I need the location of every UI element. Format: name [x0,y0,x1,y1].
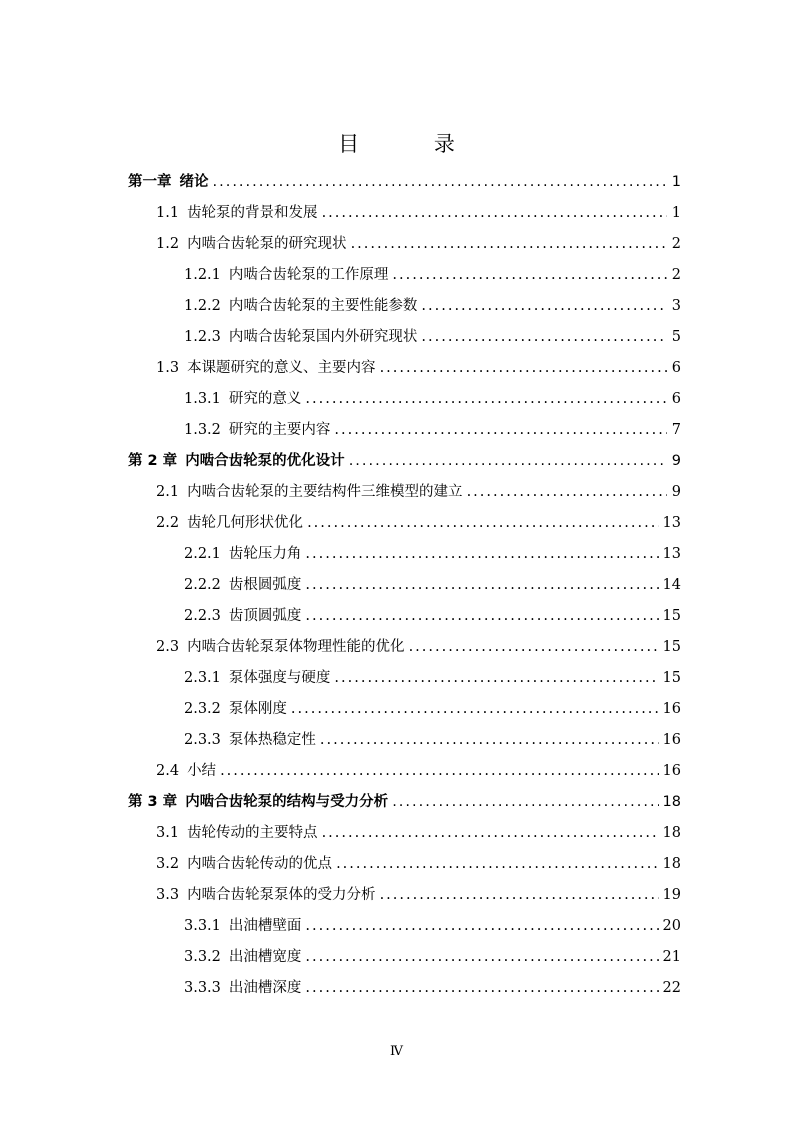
toc-entry-page: 18 [662,825,681,841]
toc-entry-page: 15 [662,608,681,624]
toc-entry-page: 14 [662,577,681,593]
toc-entry-text: 齿轮几何形状优化 [187,515,304,531]
toc-leader-dots [336,856,658,872]
toc-entry-page: 1 [671,205,681,221]
toc-entry[interactable] [128,790,681,821]
toc-entry-page: 6 [671,391,681,407]
toc-leader-dots [380,887,659,903]
toc-entry-number: 2.2 [156,515,180,531]
toc-leader-dots [291,701,659,717]
toc-entry-text: 泵体刚度 [228,701,287,717]
toc-entry-text: 齿根圆弧度 [228,577,302,593]
toc-entry-number: 2.2.2 [184,577,221,593]
toc-entry-number: 1.2.2 [184,298,221,314]
toc-entry-text: 本课题研究的意义、主要内容 [187,360,376,376]
toc-entry-page: 13 [662,546,681,562]
toc-leader-dots [392,267,667,283]
toc-leader-dots [320,732,659,748]
toc-entry-text: 齿轮压力角 [228,546,302,562]
toc-entry-number: 2.3.2 [184,701,221,717]
toc-entry[interactable] [128,480,681,511]
toc-entry[interactable] [128,263,681,294]
toc-entry-page: 6 [671,360,681,376]
toc-entry-text: 内啮合齿轮泵泵体的受力分析 [187,887,376,903]
toc-entry-text: 内啮合齿轮泵的主要结构件三维模型的建立 [187,484,463,500]
toc-entry[interactable] [128,418,681,449]
toc-entry-number: 2.3 [156,639,180,655]
toc-entry-text: 内啮合齿轮泵的研究现状 [187,236,347,252]
toc-entry-number: 1.2.1 [184,267,221,283]
toc-entry-page: 22 [662,980,681,996]
toc-leader-dots [349,453,667,469]
toc-entry[interactable] [128,325,681,356]
toc-entry[interactable] [128,449,681,480]
toc-entry-text: 内啮合齿轮泵国内外研究现状 [228,329,418,345]
toc-entry-number: 3.3.1 [184,918,221,934]
toc-entry[interactable] [128,821,681,852]
toc-leader-dots [213,174,668,190]
toc-leader-dots [220,763,658,779]
toc-entry-page: 1 [671,174,681,190]
toc-entry[interactable] [128,666,681,697]
toc-entry[interactable] [128,573,681,604]
toc-leader-dots [305,949,658,965]
toc-leader-dots [307,515,658,531]
toc-leader-dots [305,980,658,996]
toc-leader-dots [409,639,659,655]
toc-entry-text: 出油槽壁面 [228,918,302,934]
toc-entry-page: 2 [671,267,681,283]
toc-entry-number: 第 2 章 [128,453,178,469]
toc-entry[interactable] [128,201,681,232]
toc-entry-text: 出油槽宽度 [228,949,302,965]
toc-entry-page: 20 [662,918,681,934]
toc-entry-number: 3.2 [156,856,180,872]
toc-entry[interactable] [128,945,681,976]
toc-leader-dots [322,825,659,841]
toc-entry-text: 内啮合齿轮泵的优化设计 [185,453,345,469]
toc-entry[interactable] [128,294,681,325]
toc-entry-number: 2.4 [156,763,180,779]
toc-entry[interactable] [128,232,681,263]
toc-entry-page: 9 [671,453,681,469]
toc-entry-text: 齿顶圆弧度 [228,608,302,624]
toc-entry[interactable] [128,759,681,790]
toc-leader-dots [305,918,658,934]
toc-entry-text: 泵体强度与硬度 [228,670,331,686]
toc-entry-page: 2 [671,236,681,252]
toc-entry[interactable] [128,697,681,728]
toc-leader-dots [322,205,667,221]
toc-entry-number: 2.1 [156,484,180,500]
toc-entry-page: 9 [671,484,681,500]
toc-entry-text: 内啮合齿轮泵的结构与受力分析 [185,794,389,810]
toc-entry[interactable] [128,976,681,1007]
toc-leader-dots [305,577,658,593]
toc-entry-page: 21 [662,949,681,965]
toc-leader-dots [305,608,658,624]
toc-leader-dots [380,360,667,376]
toc-entry-text: 内啮合齿轮泵的主要性能参数 [228,298,418,314]
toc-entry-text: 齿轮泵的背景和发展 [187,205,318,221]
toc-entry-number: 3.3.3 [184,980,221,996]
toc-leader-dots [334,670,658,686]
toc-entry-page: 15 [662,639,681,655]
toc-entry[interactable] [128,852,681,883]
toc-entry-page: 5 [671,329,681,345]
toc-entry-page: 18 [662,856,681,872]
toc-entry-text: 绪论 [179,174,209,190]
toc-entry-text: 泵体热稳定性 [228,732,316,748]
toc-leader-dots [305,546,658,562]
toc-entry[interactable] [128,883,681,914]
toc-entry-text: 内啮合齿轮泵的工作原理 [228,267,389,283]
toc-entry[interactable] [128,635,681,666]
toc-entry-page: 3 [671,298,681,314]
table-of-contents [128,170,681,1007]
toc-entry[interactable] [128,914,681,945]
toc-entry[interactable] [128,170,681,201]
toc-entry-page: 15 [662,670,681,686]
toc-entry[interactable] [128,387,681,418]
toc-entry-page: 13 [662,515,681,531]
toc-entry-number: 1.3.2 [184,422,221,438]
toc-entry-number: 1.3.1 [184,391,221,407]
toc-leader-dots [467,484,667,500]
toc-leader-dots [351,236,667,252]
toc-entry-number: 1.3 [156,360,180,376]
toc-entry-page: 16 [662,732,681,748]
toc-entry[interactable] [128,604,681,635]
toc-leader-dots [421,298,667,314]
toc-leader-dots [334,422,667,438]
toc-entry-text: 内啮合齿轮泵泵体物理性能的优化 [187,639,405,655]
toc-entry-text: 齿轮传动的主要特点 [187,825,318,841]
toc-entry-number: 3.1 [156,825,180,841]
toc-entry-number: 1.2.3 [184,329,221,345]
toc-entry[interactable] [128,728,681,759]
toc-entry-page: 18 [662,794,681,810]
toc-entry[interactable] [128,511,681,542]
toc-entry-number: 3.3 [156,887,180,903]
toc-entry-page: 16 [662,763,681,779]
toc-entry-number: 第一章 [128,174,172,190]
toc-leader-dots [305,391,667,407]
toc-title: 目 录 [338,132,489,156]
toc-entry-page: 16 [662,701,681,717]
toc-entry-number: 第 3 章 [128,794,178,810]
toc-entry-text: 研究的主要内容 [228,422,331,438]
toc-entry-number: 2.3.3 [184,732,221,748]
toc-entry-text: 研究的意义 [228,391,302,407]
toc-leader-dots [421,329,667,345]
toc-entry-number: 2.3.1 [184,670,221,686]
page-footer-number: Ⅳ [390,1044,403,1059]
toc-entry[interactable] [128,356,681,387]
toc-entry-text: 内啮合齿轮传动的优点 [187,856,333,872]
toc-entry-number: 1.2 [156,236,180,252]
toc-entry-text: 出油槽深度 [228,980,302,996]
toc-leader-dots [392,794,658,810]
toc-entry-number: 1.1 [156,205,180,221]
toc-entry-number: 3.3.2 [184,949,221,965]
toc-entry-text: 小结 [187,763,217,779]
toc-entry-number: 2.2.3 [184,608,221,624]
toc-entry-page: 7 [671,422,681,438]
toc-entry-number: 2.2.1 [184,546,221,562]
toc-entry-page: 19 [662,887,681,903]
toc-entry[interactable] [128,542,681,573]
